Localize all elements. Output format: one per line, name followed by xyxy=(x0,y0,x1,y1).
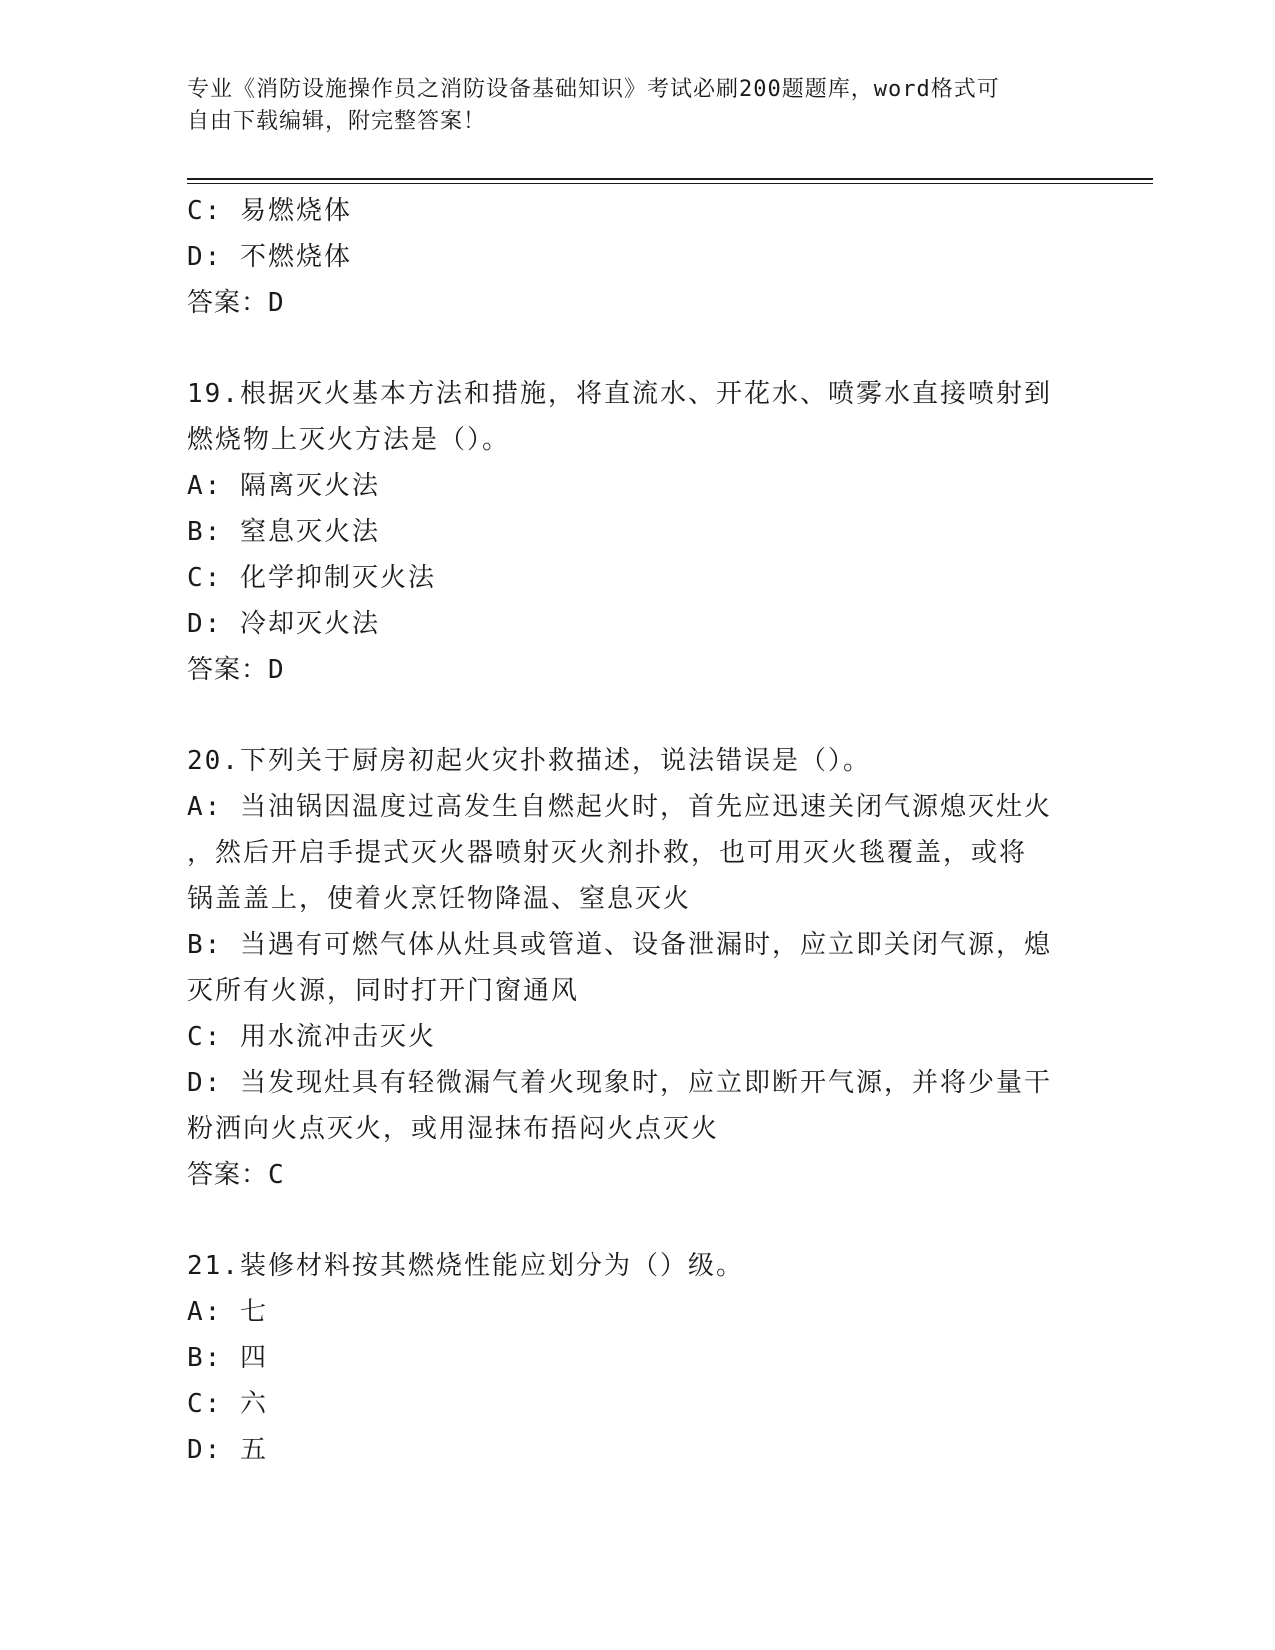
option-d: D: 当发现灶具有轻微漏气着火现象时，应立即断开气源，并将少量干 xyxy=(187,1068,1052,1098)
question-stem: 燃烧物上灭火方法是（）。 xyxy=(187,425,511,455)
option-d: D: 冷却灭火法 xyxy=(187,609,380,639)
answer: 答案：D xyxy=(187,655,285,685)
option-b: B: 当遇有可燃气体从灶具或管道、设备泄漏时，应立即关闭气源，熄 xyxy=(187,930,1052,960)
option-b: B: 窒息灭火法 xyxy=(187,517,380,547)
question-21 xyxy=(187,1243,1087,1473)
option-c: C: 化学抑制灭火法 xyxy=(187,563,436,593)
option-b: B: 四 xyxy=(187,1343,268,1373)
option-a: 锅盖盖上，使着火烹饪物降温、窒息灭火 xyxy=(187,884,692,914)
question-19 xyxy=(187,371,1087,693)
option-d: 粉洒向火点灭火，或用湿抹布捂闷火点灭火 xyxy=(187,1114,720,1144)
header-line-1: 专业《消防设施操作员之消防设备基础知识》考试必刷200题题库，word格式可 xyxy=(187,77,1000,102)
option-d: D: 五 xyxy=(187,1435,268,1465)
question-list xyxy=(187,188,1087,1473)
option-c: C: 用水流冲击灭火 xyxy=(187,1022,436,1052)
option-a: A: 当油锅因温度过高发生自燃起火时，首先应迅速关闭气源熄灭灶火 xyxy=(187,792,1052,822)
option-d: D: 不燃烧体 xyxy=(187,242,352,272)
answer: 答案：C xyxy=(187,1160,285,1190)
spacer xyxy=(187,326,1087,371)
answer: 答案：D xyxy=(187,288,285,318)
header-divider-thick xyxy=(187,178,1153,180)
header-divider-thin xyxy=(187,183,1153,184)
spacer xyxy=(187,1198,1087,1243)
option-b: 灭所有火源，同时打开门窗通风 xyxy=(187,976,580,1006)
question-stem: 20.下列关于厨房初起火灾扑救描述，说法错误是（）。 xyxy=(187,746,871,776)
option-a: ，然后开启手提式灭火器喷射灭火剂扑救，也可用灭火毯覆盖，或将 xyxy=(187,838,1028,868)
question-stem: 21.装修材料按其燃烧性能应划分为（）级。 xyxy=(187,1251,744,1281)
document-header xyxy=(187,74,1087,138)
question-18-continued xyxy=(187,188,1087,326)
header-line-2: 自由下载编辑，附完整答案！ xyxy=(187,109,487,134)
question-20 xyxy=(187,738,1087,1198)
option-c: C: 六 xyxy=(187,1389,268,1419)
option-a: A: 隔离灭火法 xyxy=(187,471,380,501)
question-stem: 19.根据灭火基本方法和措施，将直流水、开花水、喷雾水直接喷射到 xyxy=(187,379,1052,409)
option-a: A: 七 xyxy=(187,1297,268,1327)
option-c: C: 易燃烧体 xyxy=(187,196,352,226)
spacer xyxy=(187,693,1087,738)
